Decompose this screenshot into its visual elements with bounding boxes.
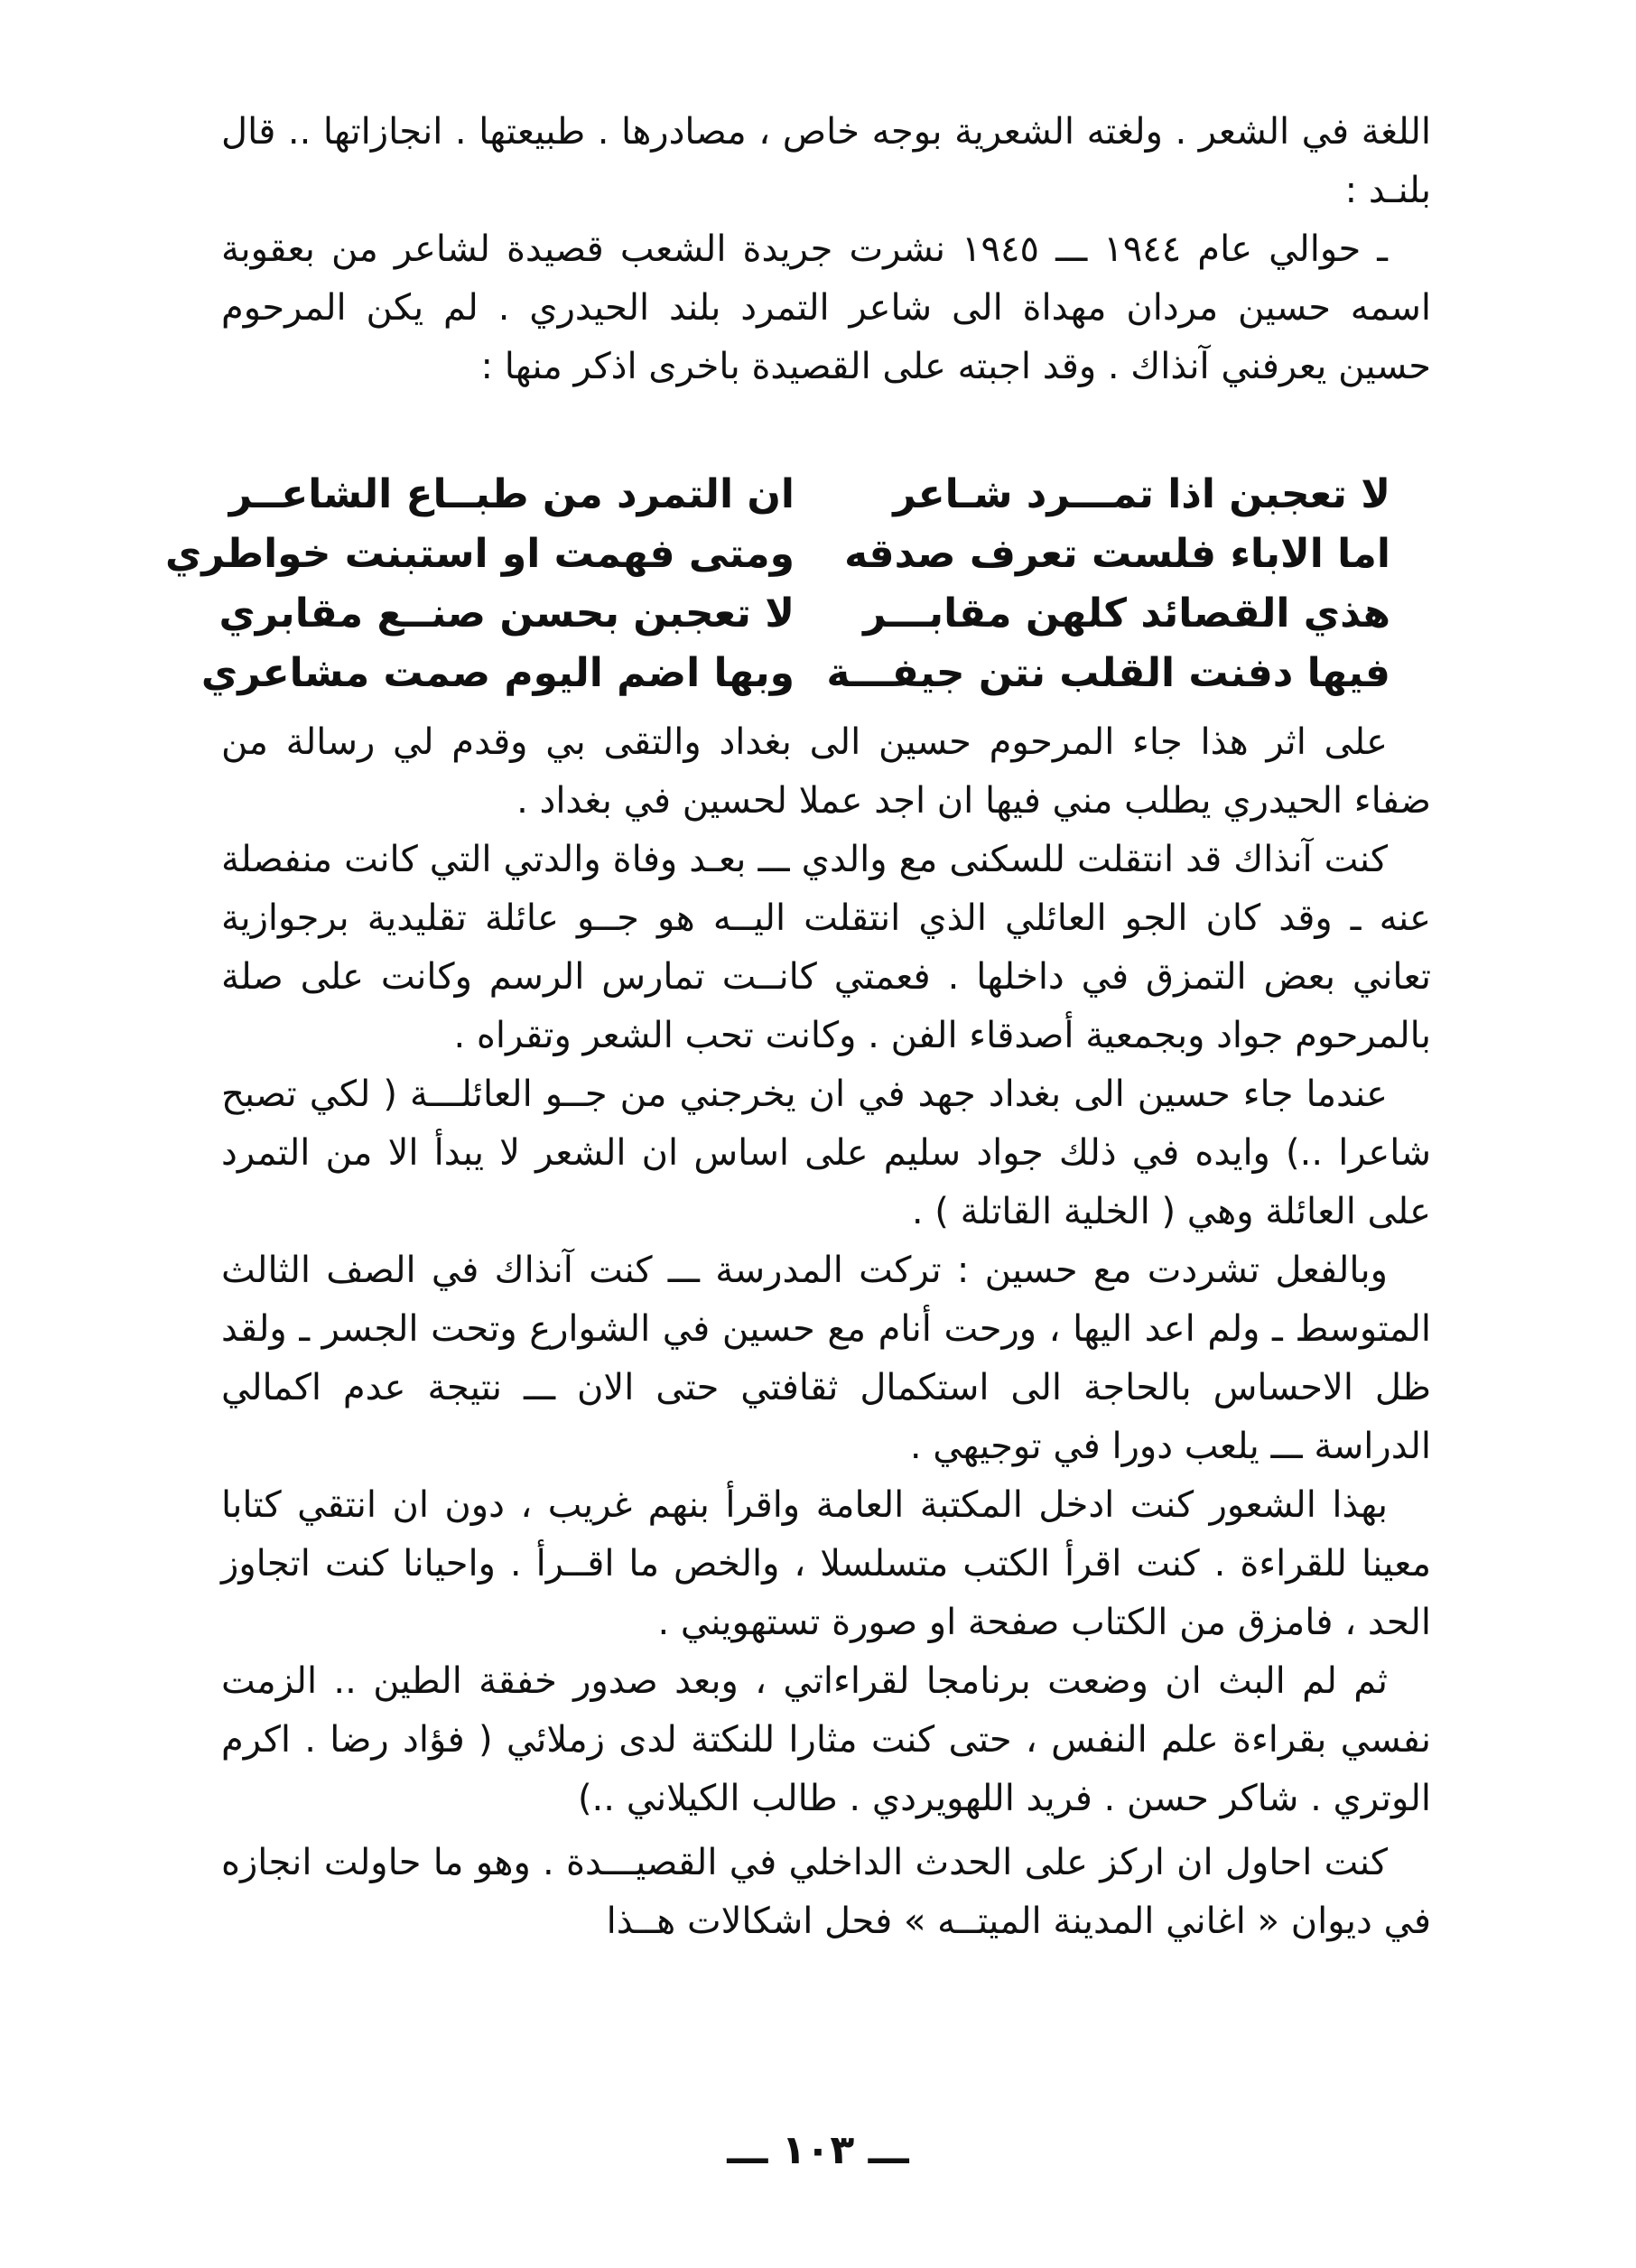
paragraph: بهذا الشعور كنت ادخل المكتبة العامة واقرأ بنهم غريب ، دون ان انتقي كتابا معينا للقراءة . كنت اقرأ الكتب متسلسلا ، والخص ما اقــرأ . واحيانا كنت اتجاوز الحد ، فامزق من الكتاب صفحة او صورة تستهويني . (221, 1484, 1431, 1643)
paragraph: ثم لم البث ان وضعت برنامجا لقراءاتي ، وبعد صدور خفقة الطين .. الزمت نفسي بقراءة علم النفس ، حتى كنت مثارا للنكتة لدى زملائي ( فؤاد رضا . اكرم الوتري . شاكر حسن . فريد اللهويردي . طالب الكيلاني ..) (221, 1660, 1431, 1819)
verse-second-hemistich: لا تعجبن بحسن صنــع مقابري (218, 590, 795, 637)
poem-verse (218, 584, 1390, 644)
paragraph: عندما جاء حسين الى بغداد جهد في ان يخرجني من جــو العائلـــة ( لكي تصبح شاعرا ..) وايده في ذلك جواد سليم على اساس ان الشعر لا يبدأ الا من التمرد على العائلة وهي ( الخلية القاتلة ) . (221, 1074, 1431, 1232)
paragraph: على اثر هذا جاء المرحوم حسين الى بغداد والتقى بي وقدم لي رسالة من ضفاء الحيدري يطلب مني فيها ان اجد عملا لحسين في بغداد . (221, 721, 1431, 822)
poem-verse (200, 644, 1390, 703)
paragraph: كنت آنذاك قد انتقلت للسكنى مع والدي ـــ بعـد وفاة والدتي التي كانت منفصلة عنه ـ وقد كان الجو العائلي الذي انتقلت اليــه هو جــو عائلة تقليدية برجوازية تعاني بعض التمزق في داخلها . فعمتي كانــت تمارس الرسم وكانت على صلة بالمرحوم جواد وبجمعية أصدقاء الفن . وكانت تحب الشعر وتقراه . (221, 839, 1431, 1056)
poem-verse (228, 465, 1390, 525)
verse-first-hemistich: اما الاباء فلست تعرف صدقه (844, 531, 1390, 577)
page-number: ـــ ١٠٣ ـــ (727, 2127, 909, 2173)
verse-second-hemistich: ان التمرد من طبــاع الشاعــر (228, 471, 795, 517)
main-text-block (221, 713, 1431, 1951)
poem-block (164, 465, 1390, 703)
paragraph: وبالفعل تشردت مع حسين : تركت المدرسة ـــ كنت آنذاك في الصف الثالث المتوسط ـ ولم اعد اليها ، ورحت أنام مع حسين في الشوارع وتحت الجسر ـ ولقد ظل الاحساس بالحاجة الى استكمال ثقافتي حتى الان ـــ نتيجة عدم اكمالي الدراسة ـــ يلعب دورا في توجيهي . (221, 1250, 1431, 1467)
verse-first-hemistich: لا تعجبن اذا تمـــرد شـاعر (893, 471, 1390, 517)
paragraph: اللغة في الشعر . ولغته الشعرية بوجه خاص ، مصادرها . طبيعتها . انجازاتها .. قال بلنـد : (221, 111, 1431, 211)
paragraph: ـ حوالي عام ١٩٤٤ ـــ ١٩٤٥ نشرت جريدة الشعب قصيدة لشاعر من بعقوبة اسمه حسين مردان مهداة الى شاعر التمرد بلند الحيدري . لم يكن المرحوم حسين يعرفني آنذاك . وقد اجبته على القصيدة باخرى اذكر منها : (221, 228, 1431, 387)
verse-first-hemistich: هذي القصائد كلهن مقابـــر (863, 590, 1390, 637)
verse-first-hemistich: فيها دفنت القلب نتن جيفـــة (826, 650, 1390, 696)
intro-text-block (221, 103, 1431, 396)
poem-verse (164, 525, 1390, 584)
verse-second-hemistich: ومتى فهمت او استبنت خواطري (164, 531, 795, 577)
paragraph: كنت احاول ان اركز على الحدث الداخلي في القصيـــدة . وهو ما حاولت انجازه في ديوان « اغاني المدينة الميتــه » فحل اشكالات هــذا (221, 1842, 1431, 1942)
verse-second-hemistich: وبها اضم اليوم صمت مشاعري (200, 650, 795, 696)
